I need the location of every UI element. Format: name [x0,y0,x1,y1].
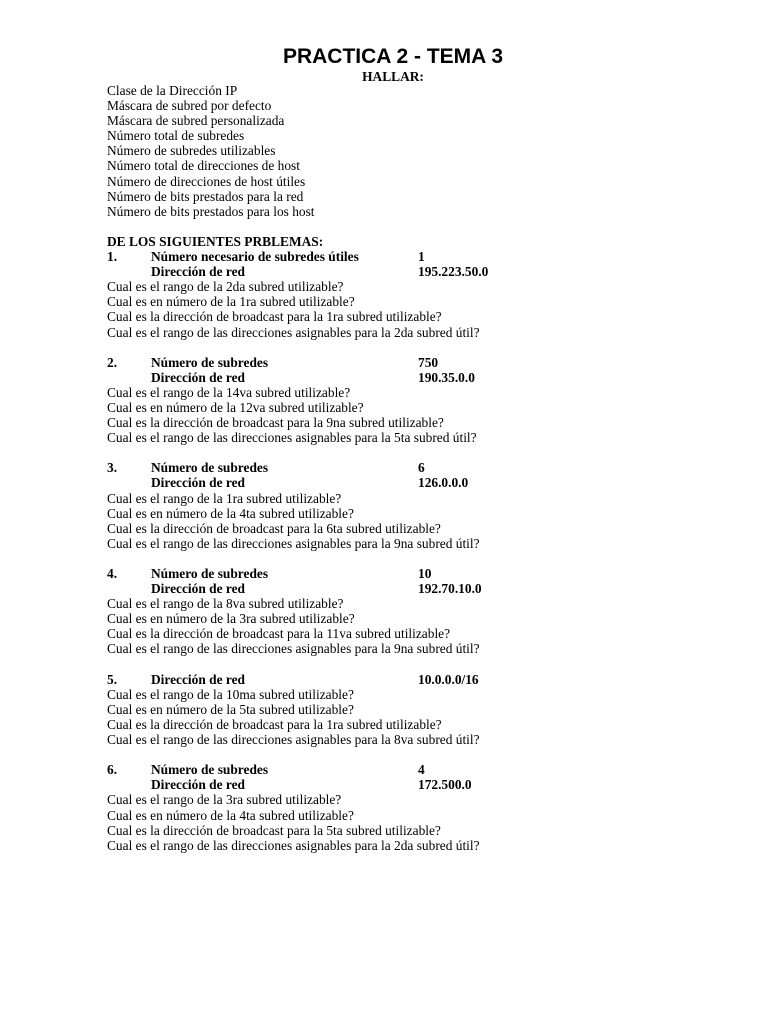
hallar-item: Máscara de subred por defecto [107,98,272,114]
hallar-item: Número de subredes utilizables [107,143,276,159]
page-subtitle: HALLAR: [362,69,424,84]
problem-number: 1. [107,249,118,265]
hallar-item: Número total de direcciones de host [107,158,300,174]
question: Cual es el rango de las direcciones asignables para la 2da subred útil? [107,324,480,340]
question: Cual es el rango de la 14va subred utilizable? [107,384,351,400]
problem-value: 4 [418,762,425,778]
question: Cual es el rango de la 8va subred utilizable? [107,596,344,612]
question: Cual es el rango de las direcciones asignables para la 8va subred útil? [107,732,480,748]
question: Cual es la dirección de broadcast para la 11va subred utilizable? [107,626,451,642]
problem-label: Dirección de red [151,777,245,793]
hallar-item: Número de bits prestados para los host [107,203,315,219]
hallar-item: Número de direcciones de host útiles [107,173,306,189]
hallar-item: Número de bits prestados para la red [107,188,304,204]
problem-row [107,777,747,792]
question: Cual es la dirección de broadcast para la 9na subred utilizable? [107,415,444,431]
question: Cual es la dirección de broadcast para la 1ra subred utilizable? [107,309,442,325]
problems-heading: DE LOS SIGUIENTES PRBLEMAS: [107,233,324,249]
hallar-item: Clase de la Dirección IP [107,83,238,98]
problem-value: 1 [418,249,425,265]
problem-value: 195.223.50.0 [418,264,489,280]
question: Cual es el rango de la 1ra subred utilizable? [107,490,342,506]
problem-value: 10 [418,566,432,581]
problem-label: Número de subredes [151,762,269,778]
problem-number: 4. [107,566,118,581]
question: Cual es en número de la 5ta subred utilizable? [107,701,354,717]
problem-value: 192.70.10.0 [418,581,482,597]
problem-row [107,581,747,596]
problem-1 [107,249,747,340]
question: Cual es la dirección de broadcast para la 1ra subred utilizable? [107,716,442,732]
problem-2 [107,355,747,446]
question: Cual es el rango de las direcciones asignables para la 9na subred útil? [107,641,480,657]
question: Cual es en número de la 3ra subred utilizable? [107,611,355,627]
question: Cual es el rango de las direcciones asignables para la 2da subred útil? [107,837,480,853]
problem-row [107,249,747,264]
problem-label: Número de subredes [151,566,269,581]
problem-5 [107,672,747,747]
hallar-item: Máscara de subred personalizada [107,113,285,129]
problem-number: 5. [107,671,118,687]
question: Cual es el rango de la 10ma subred utilizable? [107,686,354,702]
question: Cual es el rango de las direcciones asignables para la 5ta subred útil? [107,430,477,446]
problem-row [107,475,747,490]
problem-number: 6. [107,762,118,778]
problem-label: Número de subredes [151,460,269,476]
problem-row [107,566,747,581]
problem-value: 750 [418,354,439,370]
problem-value: 10.0.0.0/16 [418,671,479,687]
problem-6 [107,762,747,853]
question: Cual es en número de la 4ta subred utilizable? [107,505,354,521]
problem-row [107,460,747,475]
problem-value: 172.500.0 [418,777,472,793]
question: Cual es la dirección de broadcast para la 6ta subred utilizable? [107,520,441,536]
problem-label: Dirección de red [151,264,245,280]
question: Cual es la dirección de broadcast para la 5ta subred utilizable? [107,822,441,838]
problem-row [107,762,747,777]
question: Cual es el rango de las direcciones asignables para la 9na subred útil? [107,535,480,551]
hallar-list [107,83,747,219]
problem-label: Dirección de red [151,671,245,687]
problem-number: 3. [107,460,118,476]
problem-value: 190.35.0.0 [418,369,475,385]
problem-row [107,355,747,370]
problem-value: 6 [418,460,425,476]
question: Cual es el rango de la 3ra subred utilizable? [107,792,342,808]
problem-label: Dirección de red [151,369,245,385]
page-title: PRACTICA 2 - TEMA 3 [282,45,504,68]
problem-row [107,672,747,687]
problem-value: 126.0.0.0 [418,475,469,491]
document-body [107,83,747,853]
problem-label: Número necesario de subredes útiles [151,249,359,265]
problem-label: Número de subredes [151,354,269,370]
problem-row [107,370,747,385]
problem-3 [107,460,747,551]
hallar-item: Número total de subredes [107,128,245,144]
problem-row [107,264,747,279]
problem-label: Dirección de red [151,581,245,597]
question: Cual es el rango de la 2da subred utilizable? [107,279,344,295]
question: Cual es en número de la 4ta subred utilizable? [107,807,354,823]
question: Cual es en número de la 1ra subred utilizable? [107,294,355,310]
question: Cual es en número de la 12va subred utilizable? [107,399,364,415]
problem-label: Dirección de red [151,475,245,491]
problem-4 [107,566,747,657]
problem-number: 2. [107,354,118,370]
